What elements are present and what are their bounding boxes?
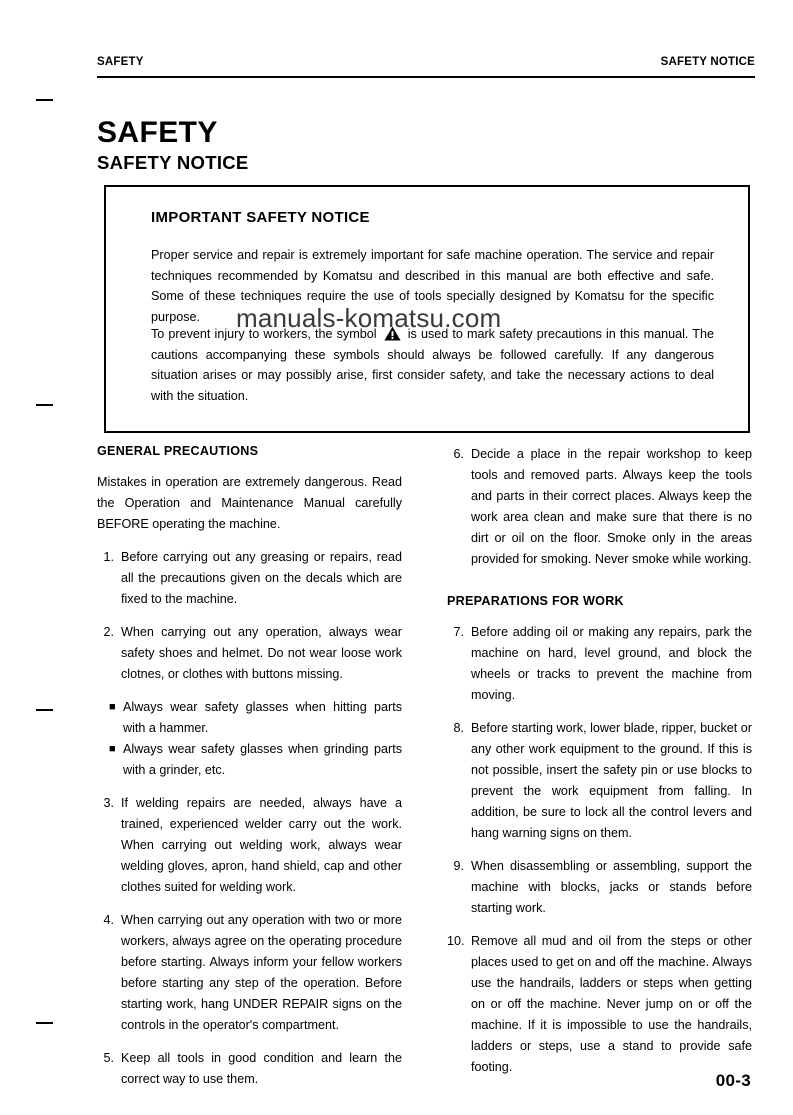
list-item bbox=[97, 547, 402, 610]
right-text-column bbox=[447, 444, 752, 1090]
left-text-column bbox=[97, 444, 402, 1102]
list-item bbox=[97, 1048, 402, 1090]
list-item bbox=[447, 718, 752, 844]
list-item-text: Remove all mud and oil from the steps or other places used to get on and off the machine. Always use the handrails, ladders or steps when getting on or off the machine. Never jump on or off the machine. If it is impossible to use the handrails, ladders or steps, use a stand to provide safe footing. bbox=[471, 934, 752, 1074]
list-item-text: Keep all tools in good condition and learn the correct way to use them. bbox=[121, 1051, 402, 1086]
running-header-right: SAFETY NOTICE bbox=[660, 56, 755, 68]
notice-paragraph-1: Proper service and repair is extremely important for safe machine operation. The service and repair techniques recommended by Komatsu and described in this manual are both effective and safe. Some of these techniques require the use of tools specially designed by Komatsu for the specific purpose. bbox=[151, 248, 714, 324]
list-item bbox=[447, 444, 752, 570]
watermark: manuals-komatsu.com bbox=[236, 303, 502, 333]
list-item-text: Before carrying out any greasing or repairs, read all the precautions given on the decals which are fixed to the machine. bbox=[121, 550, 402, 606]
list-item-text: Before starting work, lower blade, ripper, bucket or any other work equipment to the ground. If this is not possible, insert the safety pin or use blocks to prevent the work equipment from falling. In addition, be sure to lock all the control levers and hang warning signs on them. bbox=[471, 721, 752, 840]
list-item-text: If welding repairs are needed, always have a trained, experienced welder carry out the work. When carrying out welding work, always wear welding gloves, apron, hand shield, cap and other clothes suited for welding work. bbox=[121, 796, 402, 894]
general-precautions-intro: Mistakes in operation are extremely dangerous. Read the Operation and Maintenance Manual carefully BEFORE operating the machine. bbox=[97, 475, 402, 531]
running-header-left: SAFETY bbox=[97, 56, 144, 68]
list-item bbox=[97, 910, 402, 1036]
list-item bbox=[97, 622, 402, 685]
list-item-text: When carrying out any operation with two or more workers, always agree on the operating procedure before starting. Always inform your fellow workers before starting any step of the operation. Before starting work, hang UNDER REPAIR signs on the controls in the operator's compartment. bbox=[121, 913, 402, 1032]
list-item bbox=[447, 931, 752, 1078]
list-item-number: 6. bbox=[453, 447, 464, 461]
list-item-number: 8. bbox=[453, 721, 464, 735]
notice-paragraph-2 bbox=[151, 323, 714, 406]
list-item-text: When carrying out any operation, always wear safety shoes and helmet. Do not wear loose work clotnes, or clothes with buttons missing. bbox=[121, 625, 402, 681]
list-item bbox=[97, 739, 402, 781]
list-item-text: Decide a place in the repair workshop to keep tools and removed parts. Always keep the tools and parts in their correct places. Always keep the work area clean and make sure that there is no dirt or oil on the floor. Smoke only in the areas provided for smoking. Never smoke while working. bbox=[471, 447, 752, 566]
page-number: 00-3 bbox=[715, 1071, 751, 1090]
list-item-number: 3. bbox=[103, 796, 114, 810]
list-item-text: Before adding oil or making any repairs, park the machine on hard, level ground, and block the wheels or tracks to prevent the machine from moving. bbox=[471, 625, 752, 702]
notice-paragraph-2-post: is used to mark safety precautions in this manual. The cautions accompanying these symbols should always be followed carefully. If any dangerous situation arises or may possibly arise, first consider safety, and take the necessary actions to deal with the situation. bbox=[151, 327, 714, 403]
list-item-number: 7. bbox=[453, 625, 464, 639]
section-heading-preparations-for-work: PREPARATIONS FOR WORK bbox=[447, 594, 624, 608]
list-item-number: 1. bbox=[103, 550, 114, 564]
notice-box-title: IMPORTANT SAFETY NOTICE bbox=[151, 209, 370, 226]
list-item-text: When disassembling or assembling, support the machine with blocks, jacks or stands before starting work. bbox=[471, 859, 752, 915]
list-item-number: 5. bbox=[103, 1051, 114, 1065]
page-subtitle: SAFETY NOTICE bbox=[97, 152, 249, 173]
list-item-number: 4. bbox=[103, 913, 114, 927]
list-item bbox=[97, 697, 402, 739]
list-item bbox=[447, 856, 752, 919]
list-item bbox=[97, 793, 402, 898]
margin-tick-mark bbox=[36, 709, 53, 711]
sub-bullet-list bbox=[97, 697, 402, 781]
list-item bbox=[447, 622, 752, 706]
margin-tick-mark bbox=[36, 99, 53, 101]
list-item-number: 10. bbox=[447, 934, 465, 948]
bullet-dot-icon: ■ bbox=[109, 701, 116, 713]
list-item-text: Always wear safety glasses when grinding parts with a grinder, etc. bbox=[123, 742, 402, 777]
margin-tick-mark bbox=[36, 404, 53, 406]
section-heading-general-precautions: GENERAL PRECAUTIONS bbox=[97, 444, 259, 458]
margin-tick-mark bbox=[36, 1022, 53, 1024]
list-item-number: 2. bbox=[103, 625, 114, 639]
bullet-dot-icon: ■ bbox=[109, 743, 116, 755]
running-header bbox=[97, 56, 755, 68]
list-item-number: 9. bbox=[453, 859, 464, 873]
notice-paragraph-2-pre: To prevent injury to workers, the symbol bbox=[151, 327, 377, 341]
header-rule bbox=[97, 76, 755, 78]
page-title: SAFETY bbox=[97, 116, 218, 149]
list-item-text: Always wear safety glasses when hitting parts with a hammer. bbox=[123, 700, 402, 735]
